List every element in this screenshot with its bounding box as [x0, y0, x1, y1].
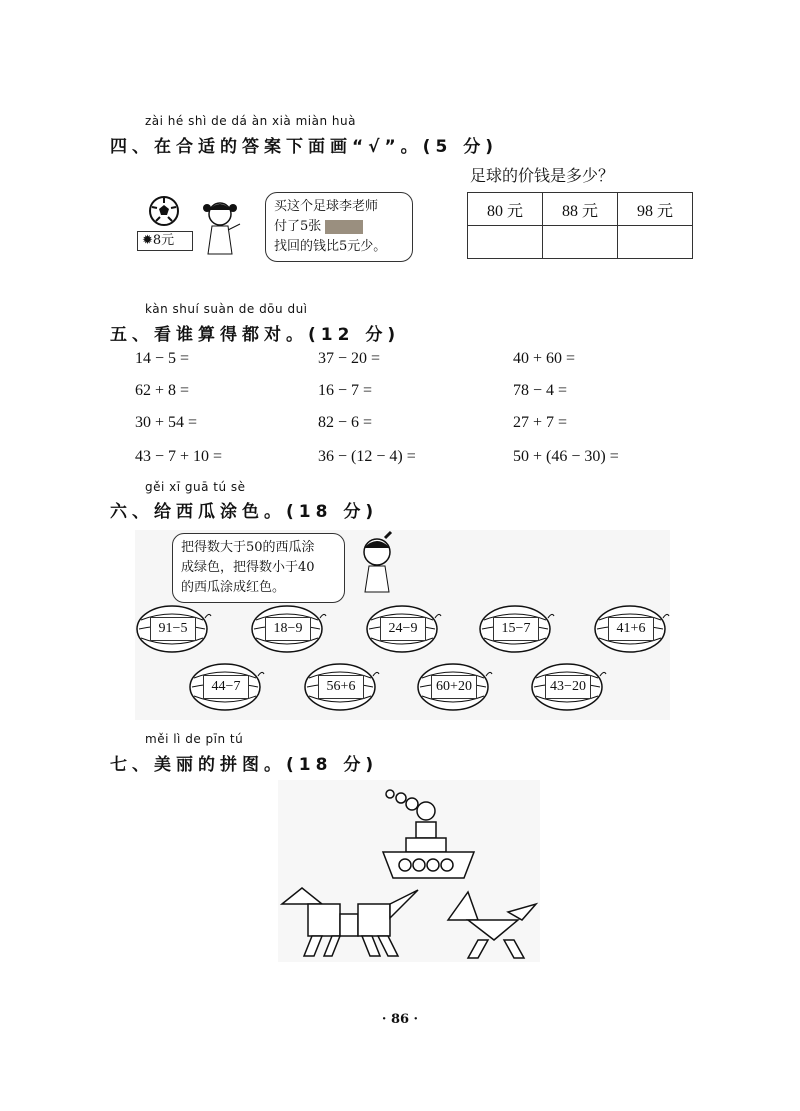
watermelon-expression: 91−5 — [150, 617, 196, 641]
section6-heading: 六、给西瓜涂色。(18 分) — [110, 502, 379, 522]
tangram-picture — [278, 780, 540, 962]
check-cell-98[interactable] — [618, 226, 693, 259]
equation: 36 − (12 − 4) = — [318, 448, 416, 465]
equation: 30 + 54 = — [135, 414, 198, 431]
price-tag: ✹8元 — [137, 231, 193, 251]
girl-pointing-icon — [355, 530, 399, 594]
section4-speech-bubble — [265, 192, 413, 262]
equation: 16 − 7 = — [318, 382, 373, 399]
section5-pinyin: kàn shuí suàn de dōu duì — [145, 302, 308, 316]
watermelon[interactable] — [188, 662, 262, 712]
watermelon[interactable] — [135, 604, 209, 654]
girl-illustration-icon — [200, 198, 244, 256]
section7-pinyin: měi lì de pīn tú — [145, 732, 244, 746]
banknote-icon — [325, 220, 363, 234]
section4-question: 足球的价钱是多少？ — [470, 166, 615, 185]
section4-pinyin: zài hé shì de dá àn xià miàn huà — [145, 114, 356, 128]
watermelon-expression: 56+6 — [318, 675, 364, 699]
option-98: 98 元 — [618, 193, 693, 226]
answer-table — [467, 192, 693, 259]
watermelon-expression: 41+6 — [608, 617, 654, 641]
section4-heading: 四、在合适的答案下面画“√”。(5 分) — [110, 137, 498, 157]
watermelon-expression: 60+20 — [431, 675, 477, 699]
equation: 27 + 7 = — [513, 414, 568, 431]
starburst-icon: ✹ — [142, 233, 153, 248]
watermelon-expression: 18−9 — [265, 617, 311, 641]
watermelon[interactable] — [416, 662, 490, 712]
option-88: 88 元 — [543, 193, 618, 226]
watermelon[interactable] — [250, 604, 324, 654]
watermelon[interactable] — [303, 662, 377, 712]
equation: 14 − 5 = — [135, 350, 190, 367]
watermelon-expression: 43−20 — [545, 675, 591, 699]
bubble-line: 买这个足球李老师 — [274, 199, 379, 214]
check-cell-88[interactable] — [543, 226, 618, 259]
equation: 43 − 7 + 10 = — [135, 448, 223, 465]
equation: 82 − 6 = — [318, 414, 373, 431]
soccer-ball-icon — [148, 195, 180, 227]
watermelon[interactable] — [478, 604, 552, 654]
equation: 40 + 60 = — [513, 350, 576, 367]
equation: 62 + 8 = — [135, 382, 190, 399]
bubble-line: 的西瓜涂成红色。 — [181, 580, 286, 595]
section6-pinyin: gěi xī guā tú sè — [145, 480, 246, 494]
equation: 50 + (46 − 30) = — [513, 448, 619, 465]
bubble-line: 成绿色，把得数小于40 — [181, 560, 315, 575]
watermelon[interactable] — [365, 604, 439, 654]
bubble-line: 付了5张 — [274, 217, 404, 237]
watermelon-expression: 44−7 — [203, 675, 249, 699]
watermelon-expression: 24−9 — [380, 617, 426, 641]
watermelon-expression: 15−7 — [493, 617, 539, 641]
page-number: · 86 · — [381, 1012, 419, 1027]
section5-heading: 五、看谁算得都对。(12 分) — [110, 325, 401, 345]
section7-heading: 七、美丽的拼图。(18 分) — [110, 755, 379, 775]
option-80: 80 元 — [468, 193, 543, 226]
watermelon[interactable] — [530, 662, 604, 712]
check-cell-80[interactable] — [468, 226, 543, 259]
bubble-line: 把得数大于50的西瓜涂 — [181, 540, 315, 555]
equation: 78 − 4 = — [513, 382, 568, 399]
section6-speech-bubble — [172, 533, 345, 603]
equation: 37 − 20 = — [318, 350, 381, 367]
watermelon[interactable] — [593, 604, 667, 654]
bubble-line: 找回的钱比5元少。 — [274, 239, 387, 254]
